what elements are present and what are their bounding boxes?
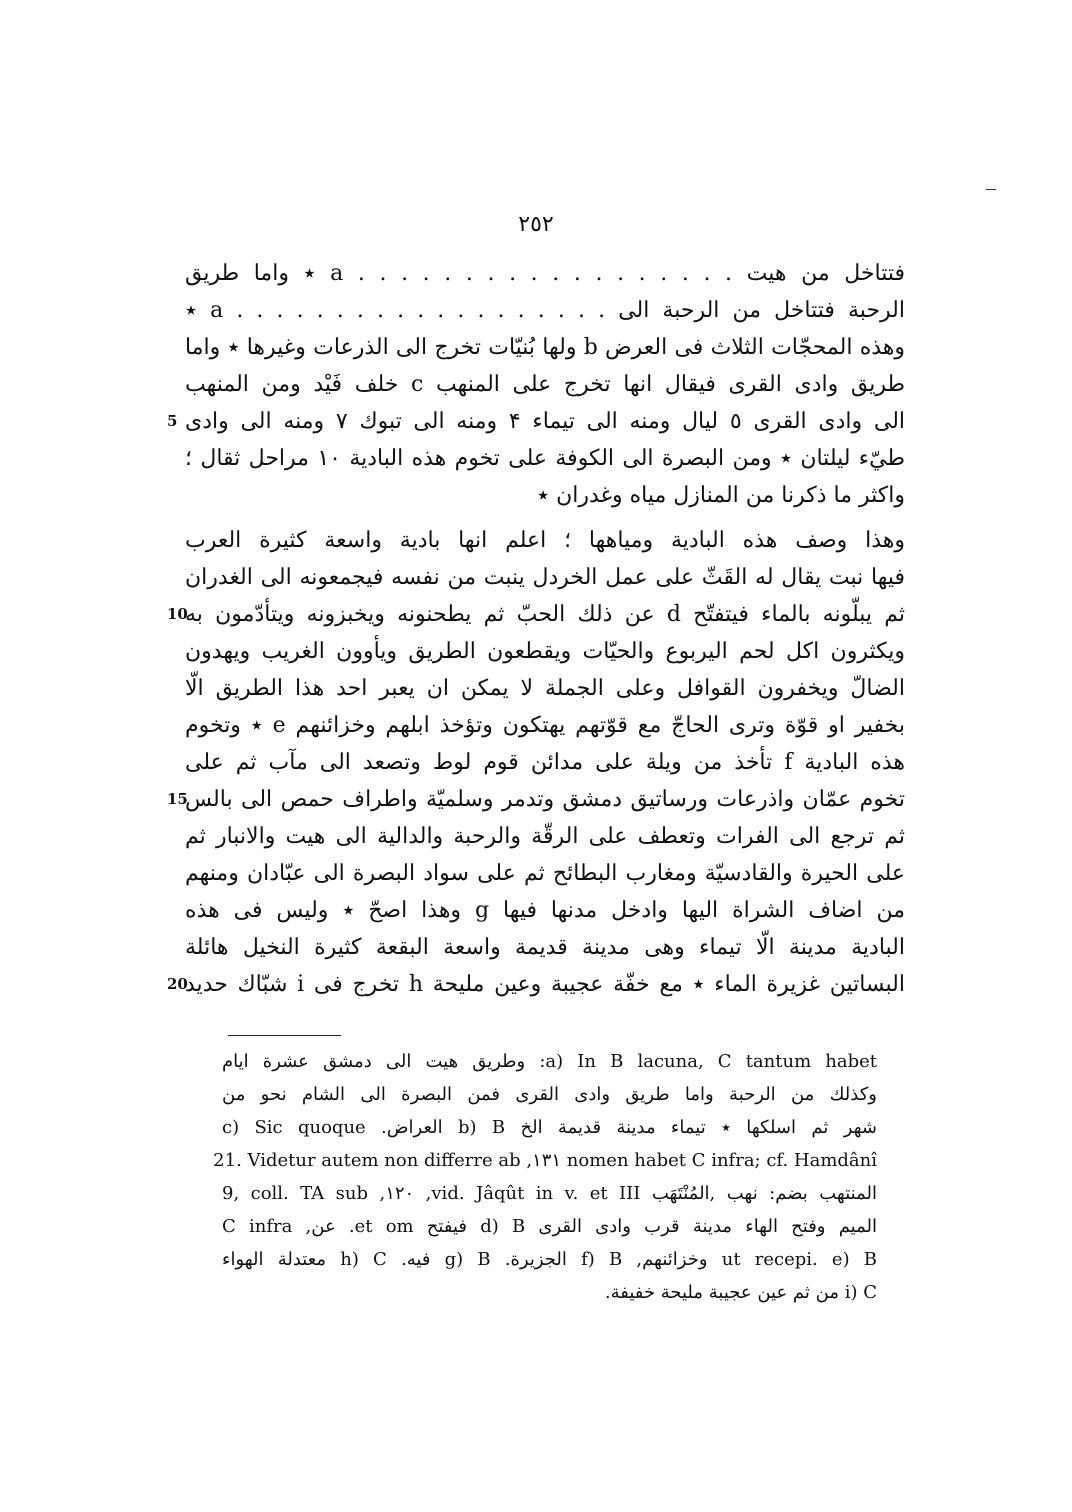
footnote-line: الميم وفتح الهاء مدينة قرب وادى القرى d) B فيفتح et om. عن, C infra <box>222 1216 877 1237</box>
line-text: بخفير او قوّة وترى الحاجّ مع قوّتهم يهتكون وتؤخذ ابلهم وخزائنهم e ٭ وتخوم <box>185 713 905 738</box>
line-text: فيها نبت يقال له القَثّ على عمل الخردل ينبت من نفسه فيجمعونه الى الغدران <box>185 565 905 590</box>
text-line <box>167 781 905 818</box>
footnote-rule <box>228 1035 341 1036</box>
text-line <box>185 522 905 559</box>
line-number: 20 <box>167 975 188 993</box>
text-line <box>185 818 905 855</box>
line-text: واكثر ما ذكرنا من المنازل مياه وغدران ٭ <box>537 483 905 508</box>
line-text: البادية مدينة الّا تيماء وهى مدينة قديمة واسعة البقعة كثيرة النخيل هائلة <box>185 935 905 960</box>
footnote-line: ut recepi. e) B وخزائنهم, f) B الجزيرة. g) B فيه. h) C معتدلة الهواء <box>222 1249 877 1270</box>
line-text: طريق وادى القرى فيقال انها تخرج على المنهب c خلف فَيْد ومن المنهب <box>185 372 906 397</box>
line-number: 15 <box>167 790 188 808</box>
line-text: على الحيرة والقادسيّة ومغارب البطائح ثم على سواد البصرة الى عبّادان ومنهم <box>185 861 905 886</box>
footnote-line: a) In B lacuna, C tantum habet: وطريق هيت الى دمشق عشرة ايام <box>222 1051 877 1072</box>
line-text: ثم يبلّونه بالماء فيتفتّح d عن ذلك الحبّ ثم يطحنونه ويخبزونه ويتأدّمون به <box>185 602 905 627</box>
footnote-line: وكذلك من الرحبة واما طريق وادى القرى فمن البصرة الى الشام نحو من <box>222 1084 877 1105</box>
text-line <box>185 670 905 707</box>
line-text: تخوم عمّان واذرعات ورساتيق دمشق وتدمر وسلميّة واطراف حمص الى بالس <box>185 787 905 812</box>
line-text: وهذه المحجّات الثلاث فى العرض b ولها بُنيّات تخرج الى الذرعات وغيرها ٭ واما <box>185 335 905 360</box>
text-line <box>185 707 905 744</box>
text-line <box>185 366 905 403</box>
line-text: هذه البادية f تأخذ من ويلة على مدائن قوم لوط وتصعد الى مآب ثم على <box>185 750 905 775</box>
main-text <box>167 255 906 1003</box>
text-line <box>185 255 905 292</box>
page-number: ٢٥٢ <box>518 212 554 237</box>
footnote-line: شهر ثم اسلكها ٭ تيماء مدينة قديمة الخ b) B العراض. c) Sic quoque <box>222 1117 878 1138</box>
footnotes <box>213 1045 878 1309</box>
text-line <box>185 855 905 892</box>
text-line <box>185 633 905 670</box>
text-line <box>167 966 905 1003</box>
line-text: ثم ترجع الى الفرات وتعطف على الرقّة والرحبة والدالية الى هيت والانبار ثم <box>185 824 905 849</box>
line-text: وهذا وصف هذه البادية ومياهها ؛ اعلم انها بادية واسعة كثيرة العرب <box>185 528 905 553</box>
text-line <box>185 892 905 929</box>
text-line <box>185 559 905 596</box>
line-text: من اضاف الشراة اليها وادخل مدنها فيها g وهذا اصحّ ٭ وليس فى هذه <box>185 898 905 923</box>
footnote-line: i) C من ثم عين عجيبة مليحة خفيفة. <box>604 1282 877 1303</box>
line-text: الى وادى القرى ٥ ليال ومنه الى تيماء ۴ ومنه الى تبوك ٧ ومنه الى وادى <box>185 409 906 434</box>
line-text: فتتاخل من هيت . . . . . . . . . . . . . . . . . . a ٭ واما طريق <box>185 261 905 286</box>
text-line <box>167 403 906 440</box>
text-line <box>185 477 905 514</box>
footnote-line: المنتهب بضم: نهب ,المُنْتَهَب vid. Jâqût in v. et III, ١٢٠, 9, coll. TA sub <box>222 1183 877 1204</box>
line-text: طيّء ليلتان ٭ ومن البصرة الى الكوفة على تخوم هذه البادية ١٠ مراحل ثقال ؛ <box>185 446 905 471</box>
line-text: ويكثرون اكل لحم اليربوع والحيّات ويقطعون الطريق ويأوون الغريب ويهدون <box>185 639 905 664</box>
line-text: الرحبة فتتاخل من الرحبة الى . . . . . . . . . . . . . . . . . . . a ٭ <box>185 298 905 323</box>
margin-mark <box>986 189 996 190</box>
footnote-line: nomen habet C infra; cf. Hamdânî ١٣١, 21. Videtur autem non differre ab <box>213 1150 877 1171</box>
line-number: 10 <box>167 605 188 623</box>
line-number: 5 <box>167 412 178 430</box>
text-line <box>185 929 905 966</box>
line-text: البساتين غزيرة الماء ٭ مع خفّة عجيبة وعين مليحة h تخرج فى i شبّاك حديد <box>185 972 905 997</box>
text-line <box>185 440 905 477</box>
text-line <box>185 329 905 366</box>
text-line <box>167 596 905 633</box>
text-line <box>185 292 905 329</box>
text-line <box>185 744 905 781</box>
line-text: الضالّ ويخفرون القوافل وعلى الجملة لا يمكن ان يعبر احد هذا الطريق الّا <box>185 676 905 701</box>
